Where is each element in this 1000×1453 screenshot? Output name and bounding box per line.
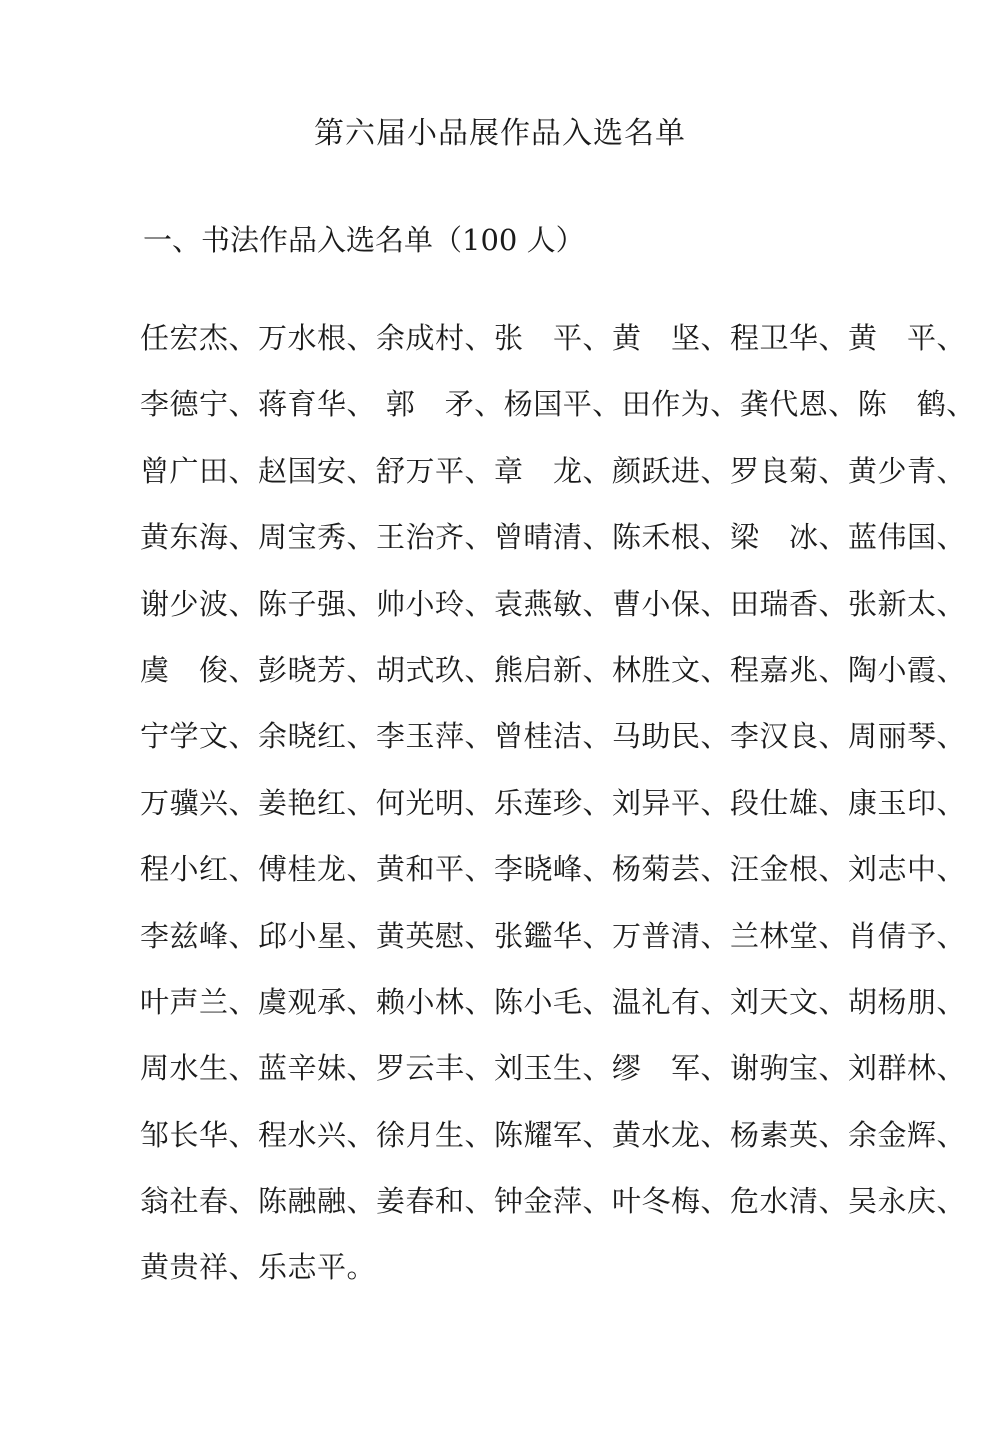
name-list <box>140 316 976 1312</box>
name-list-line: 谢少波、陈子强、帅小玲、袁燕敏、曹小保、田瑞香、张新太、 <box>140 586 967 621</box>
name-list-line: 李德宁、蒋育华、 郭 矛、杨国平、田作为、龚代恩、陈 鹤、 <box>140 387 976 422</box>
name-list-line: 万骥兴、姜艳红、何光明、乐莲珍、刘异平、段仕雄、康玉印、 <box>140 785 967 820</box>
name-list-line: 黄东海、周宝秀、王治齐、曾晴清、陈禾根、梁 冰、蓝伟国、 <box>140 520 967 555</box>
document-title: 第六届小品展作品入选名单 <box>314 116 686 151</box>
name-list-line: 程小红、傅桂龙、黄和平、李晓峰、杨菊芸、汪金根、刘志中、 <box>140 852 967 887</box>
section-heading: 一、书法作品入选名单（100 人） <box>143 223 585 257</box>
name-list-line: 曾广田、赵国安、舒万平、章 龙、颜跃进、罗良菊、黄少青、 <box>140 453 967 488</box>
name-list-line: 邹长华、程水兴、徐月生、陈耀军、黄水龙、杨素英、余金辉、 <box>140 1117 967 1152</box>
name-list-line: 翁社春、陈融融、姜春和、钟金萍、叶冬梅、危水清、吴永庆、 <box>140 1184 967 1219</box>
name-list-line: 周水生、蓝辛妹、罗云丰、刘玉生、缪 军、谢驹宝、刘群林、 <box>140 1051 967 1086</box>
name-list-line: 宁学文、余晓红、李玉萍、曾桂洁、马助民、李汉良、周丽琴、 <box>140 719 967 754</box>
name-list-line: 虞 俊、彭晓芳、胡式玖、熊启新、林胜文、程嘉兆、陶小霞、 <box>140 652 967 687</box>
name-list-line: 任宏杰、万水根、余成村、张 平、黄 坚、程卫华、黄 平、 <box>140 321 967 355</box>
name-list-line: 黄贵祥、乐志平。 <box>140 1250 377 1285</box>
name-list-line: 李兹峰、邱小星、黄英慰、张鑑华、万普清、兰林堂、肖倩予、 <box>140 918 967 953</box>
name-list-line: 叶声兰、虞观承、赖小林、陈小毛、温礼有、刘天文、胡杨朋、 <box>140 984 967 1019</box>
